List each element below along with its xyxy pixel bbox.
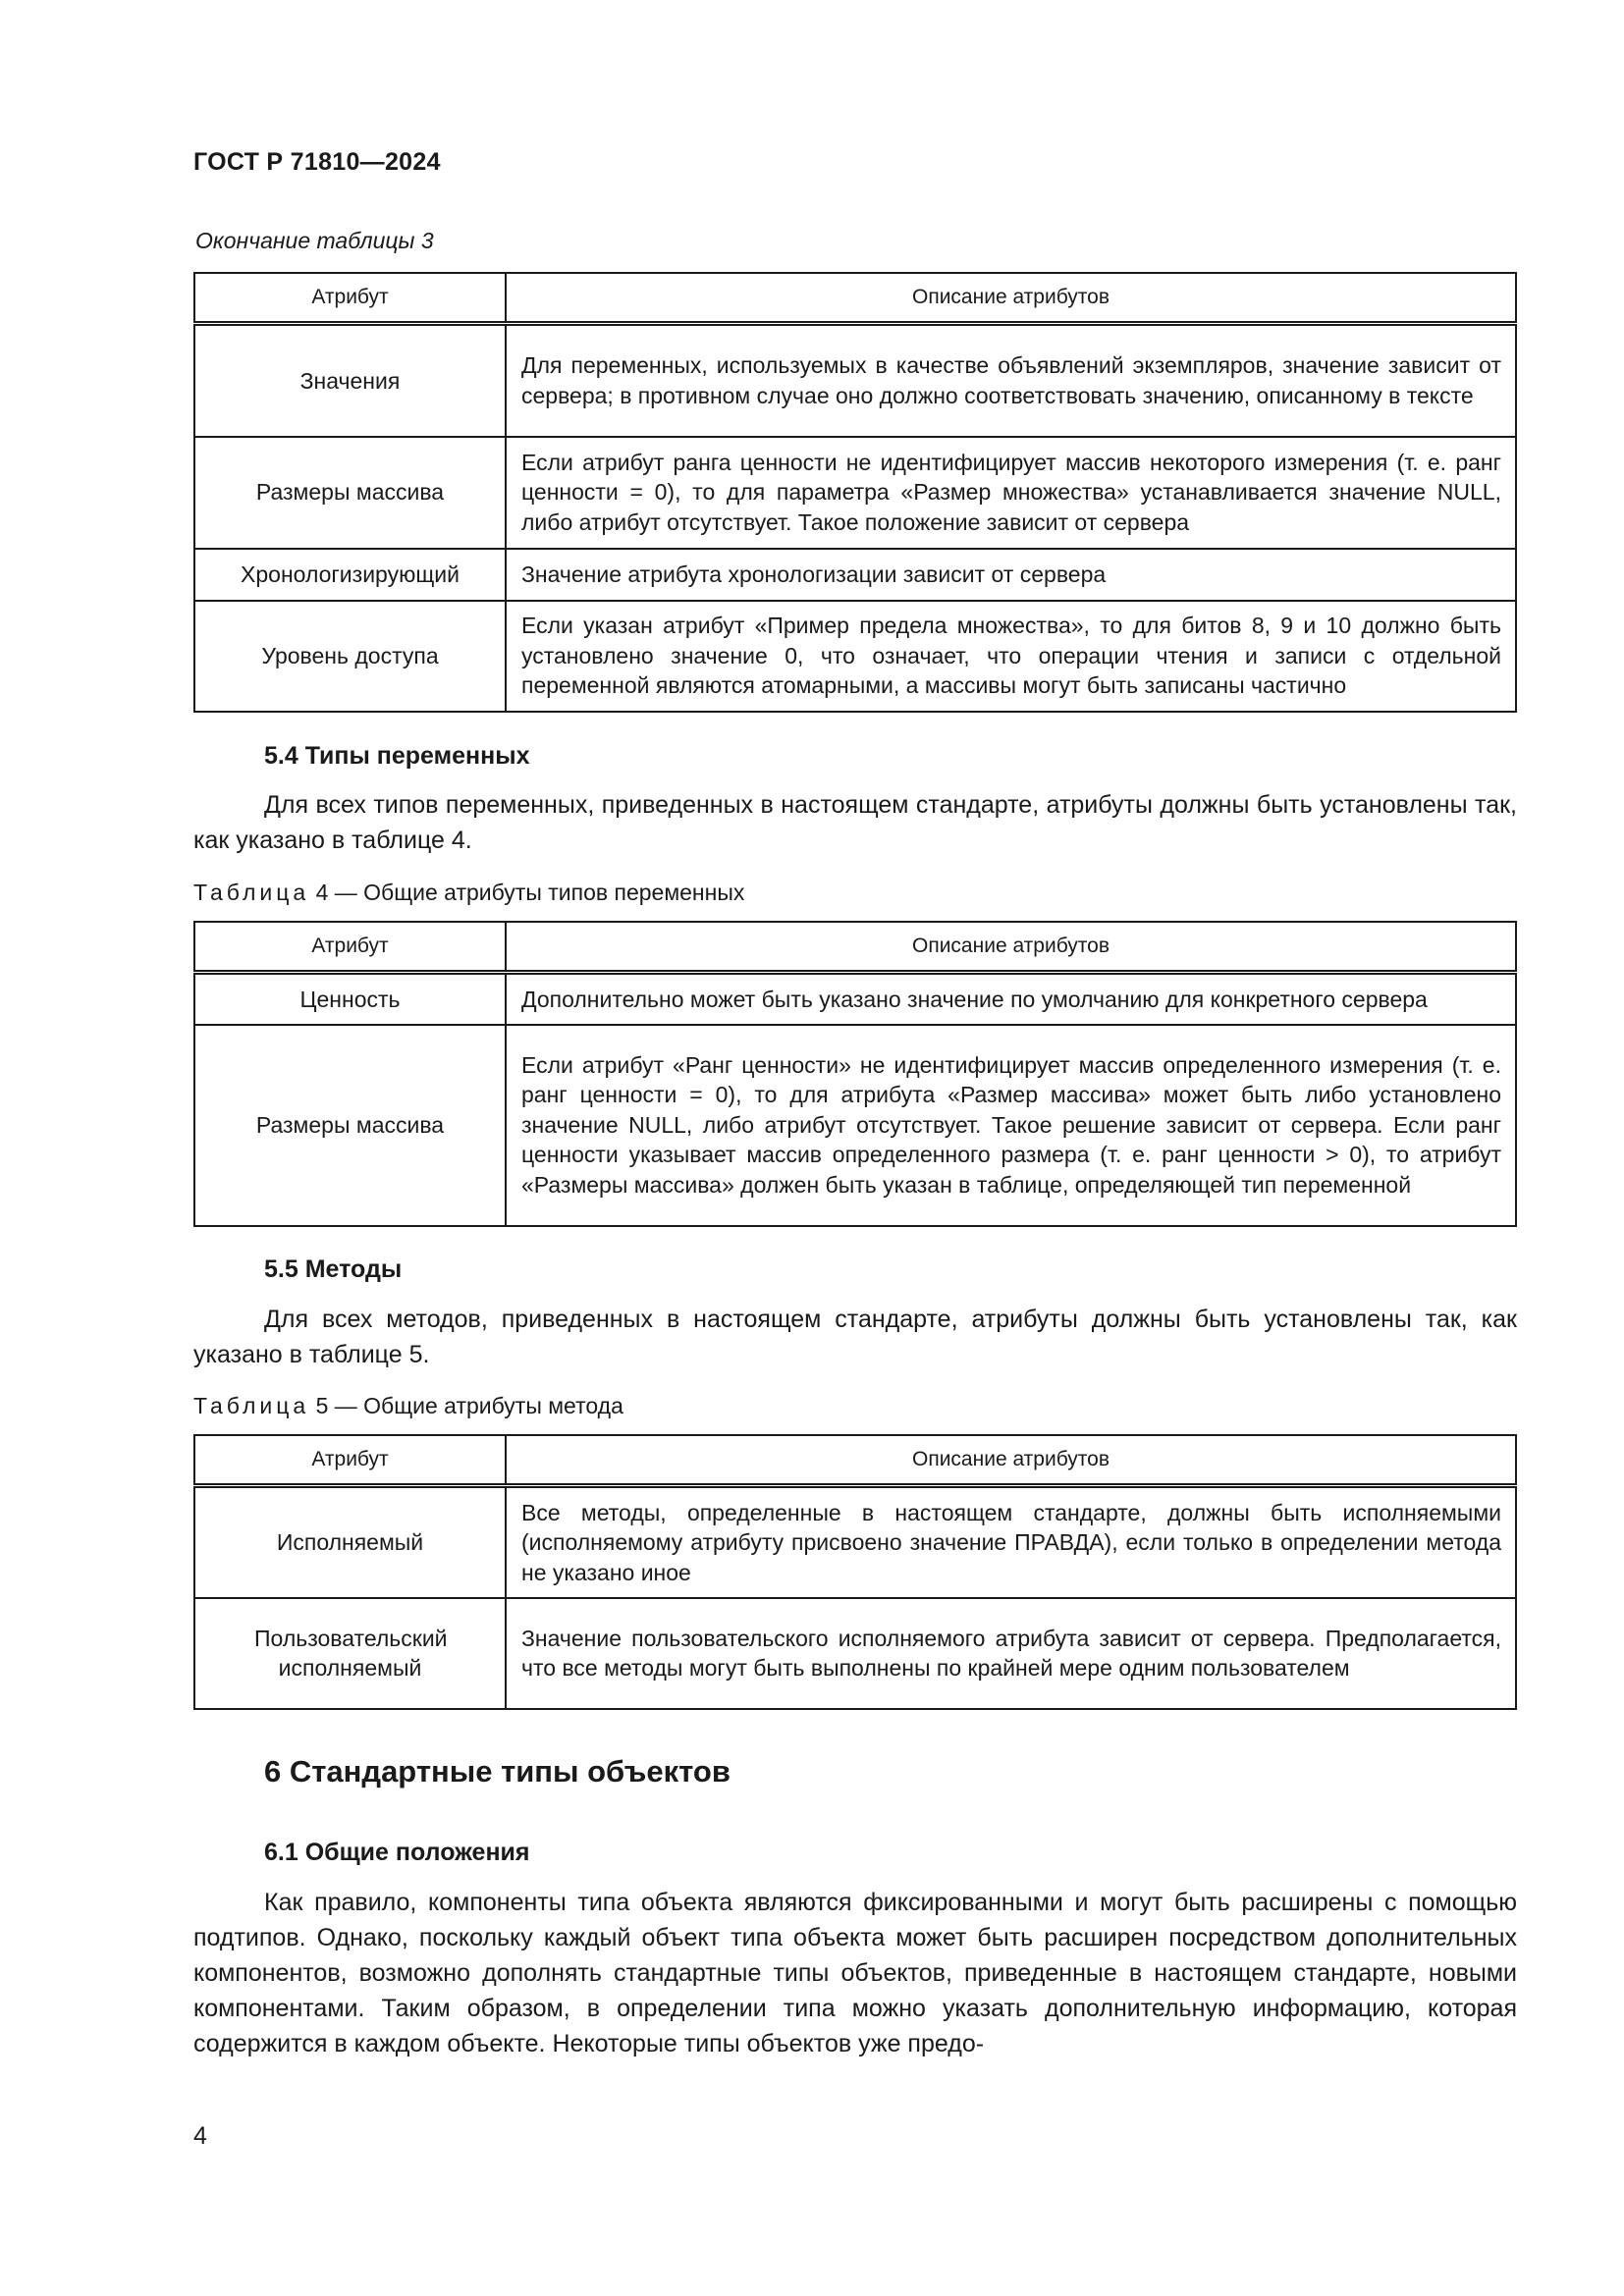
table5-header-row <box>194 1435 1516 1486</box>
attribute-description: Значение пользовательского исполняемого атрибута зависит от сервера. Предполагается, что все методы могут быть выполнены по крайней мере одним пользователем <box>506 1598 1516 1709</box>
section-6-1-text: Как правило, компоненты типа объекта являются фиксированными и могут быть расширены с помощью подтипов. Однако, поскольку каждый объект типа объекта может быть расширен посредством дополнительных компонентов, возможно дополнять стандартные типы объектов, приведенные в настоящем стандарте, новыми компонентами. Таким образом, в определении типа можно указать дополнительную информацию, которая содержится в каждом объекте. Некоторые типы объектов уже предо- <box>193 1889 1517 2057</box>
attribute-name: Значения <box>194 324 506 437</box>
column-header-description: Описание атрибутов <box>506 273 1516 324</box>
table3-continuation-caption: Окончание таблицы 3 <box>195 228 434 253</box>
attribute-description: Если атрибут «Ранг ценности» не идентифицирует массив определенного измерения (т. е. ранг ценности = 0), то для атрибута «Размер массива» может быть либо установлено значение NULL, либо атрибут отсутствует. Такое решение зависит от сервера. Если ранг ценности указывает массив определенного размера (т. е. ранг ценности > 0), то атрибут «Размеры массива» должен быть указан в таблице, определяющей тип переменной <box>506 1025 1516 1226</box>
attribute-name: Уровень доступа <box>194 601 506 712</box>
section-6-heading: 6 Стандартные типы объектов <box>264 1754 731 1789</box>
table-row <box>194 549 1516 601</box>
attribute-name: Пользовательский исполняемый <box>194 1598 506 1709</box>
attribute-name: Ценность <box>194 973 506 1025</box>
table4-header-row <box>194 922 1516 973</box>
attribute-name: Исполняемый <box>194 1486 506 1598</box>
table4 <box>193 921 1517 1227</box>
table3-header-row <box>194 273 1516 324</box>
attribute-description: Дополнительно может быть указано значение по умолчанию для конкретного сервера <box>506 973 1516 1025</box>
table5-caption <box>193 1393 623 1419</box>
attribute-name: Размеры массива <box>194 1025 506 1226</box>
table5-caption-label: Таблица <box>193 1393 310 1418</box>
page-number: 4 <box>193 2122 207 2150</box>
table-row <box>194 324 1516 437</box>
section-6-1-heading: 6.1 Общие положения <box>264 1839 530 1866</box>
attribute-name: Хронологизирующий <box>194 549 506 601</box>
table5-caption-text: 5 — Общие атрибуты метода <box>309 1393 623 1418</box>
table4-caption <box>193 880 744 906</box>
attribute-description: Все методы, определенные в настоящем стандарте, должны быть исполняемыми (исполняемому атрибуту присвоено значение ПРАВДА), если только в определении метода не указано иное <box>506 1486 1516 1598</box>
column-header-attribute: Атрибут <box>194 922 506 973</box>
section-5-5-heading: 5.5 Методы <box>264 1255 403 1283</box>
column-header-attribute: Атрибут <box>194 273 506 324</box>
table5 <box>193 1434 1517 1710</box>
attribute-description: Для переменных, используемых в качестве объявлений экземпляров, значение зависит от сервера; в противном случае оно должно соответствовать значению, описанному в тексте <box>506 324 1516 437</box>
table4-caption-label: Таблица <box>193 880 310 905</box>
table-row <box>194 1598 1516 1709</box>
table-row <box>194 437 1516 549</box>
table4-caption-text: 4 — Общие атрибуты типов переменных <box>309 880 745 905</box>
section-5-5-text: Для всех методов, приведенных в настоящем стандарте, атрибуты должны быть установлены так, как указано в таблице 5. <box>193 1306 1517 1368</box>
column-header-description: Описание атрибутов <box>506 922 1516 973</box>
attribute-description: Значение атрибута хронологизации зависит от сервера <box>506 549 1516 601</box>
table3 <box>193 272 1517 713</box>
section-5-4-text: Для всех типов переменных, приведенных в настоящем стандарте, атрибуты должны быть установлены так, как указано в таблице 4. <box>193 791 1517 854</box>
section-5-4-heading: 5.4 Типы переменных <box>264 742 530 770</box>
attribute-description: Если указан атрибут «Пример предела множества», то для битов 8, 9 и 10 должно быть установлено значение 0, что означает, что операции чтения и записи с отдельной переменной являются атомарными, а массивы могут быть записаны частично <box>506 601 1516 712</box>
table-row <box>194 973 1516 1025</box>
table-row <box>194 1486 1516 1598</box>
table-row <box>194 601 1516 712</box>
column-header-attribute: Атрибут <box>194 1435 506 1486</box>
column-header-description: Описание атрибутов <box>506 1435 1516 1486</box>
table-row <box>194 1025 1516 1226</box>
attribute-description: Если атрибут ранга ценности не идентифицирует массив некоторого измерения (т. е. ранг ценности = 0), то для параметра «Размер множества» устанавливается значение NULL, либо атрибут отсутствует. Такое положение зависит от сервера <box>506 437 1516 549</box>
document-id: ГОСТ Р 71810—2024 <box>193 148 441 176</box>
attribute-name: Размеры массива <box>194 437 506 549</box>
